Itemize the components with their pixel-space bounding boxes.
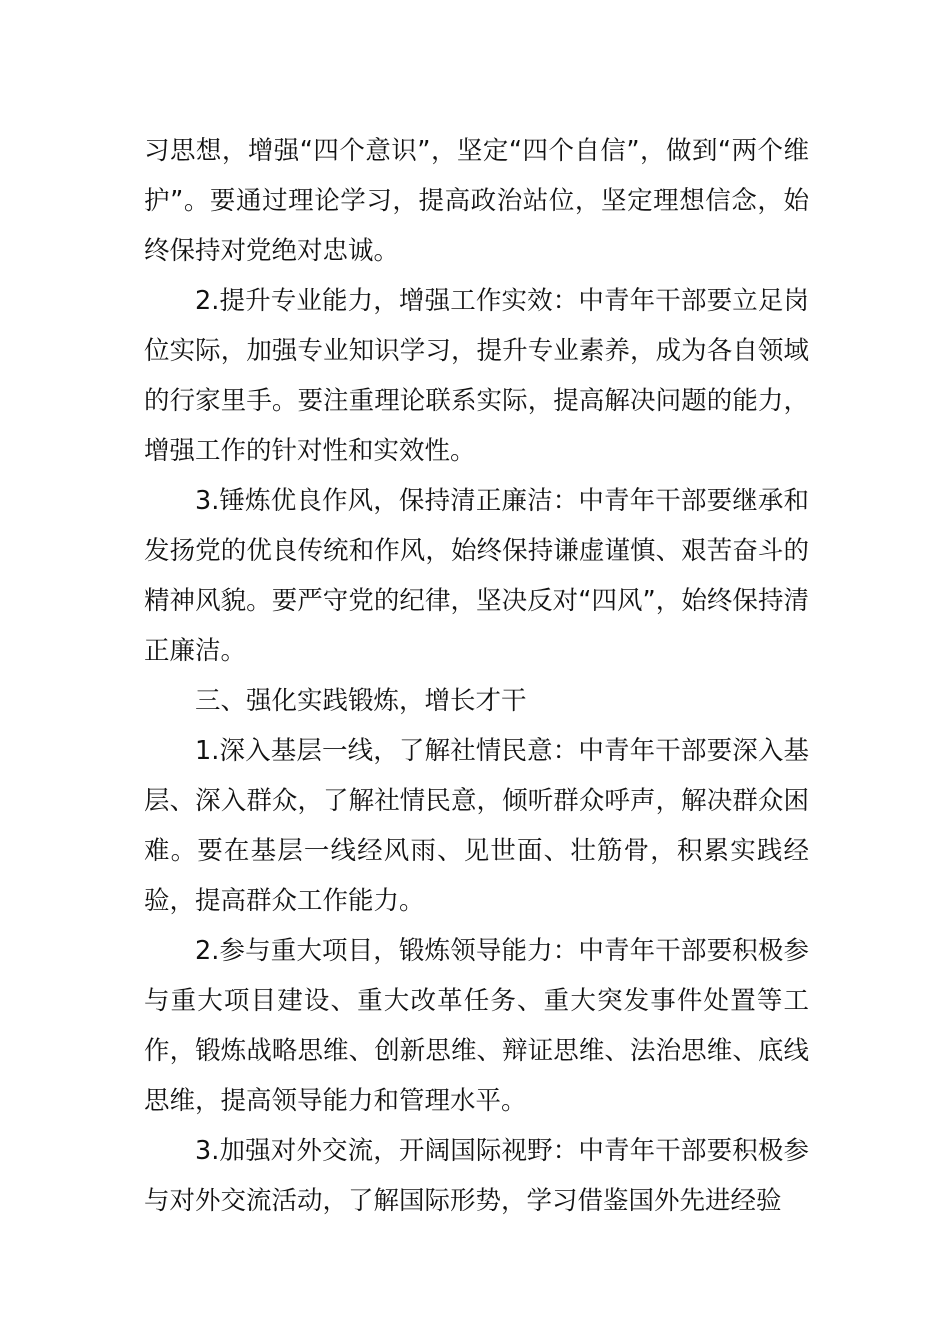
paragraph-temper-work-style: 3.锤炼优良作风，保持清正廉洁：中青年干部要继承和发扬党的优良传统和作风，始终保持谦虚谨慎、艰苦奋斗的精神风貌。要严守党的纪律，坚决反对“四风”，始终保持清正廉洁。 [144, 486, 809, 666]
paragraph-improve-professional-ability: 2.提升专业能力，增强工作实效：中青年干部要立足岗位实际，加强专业知识学习，提升专业素养，成为各自领域的行家里手。要注重理论联系实际，提高解决问题的能力，增强工作的针对性和实效性。 [144, 286, 809, 466]
paragraph-major-projects: 2.参与重大项目，锻炼领导能力：中青年干部要积极参与重大项目建设、重大改革任务、重大突发事件处置等工作，锻炼战略思维、创新思维、辩证思维、法治思维、底线思维，提高领导能力和管理水平。 [144, 936, 809, 1116]
document-body [144, 126, 809, 1226]
section-heading-practice: 三、强化实践锻炼，增长才干 [195, 686, 527, 716]
paragraph-external-exchange: 3.加强对外交流，开阔国际视野：中青年干部要积极参与对外交流活动，了解国际形势，学习借鉴国外先进经验 [144, 1136, 809, 1216]
paragraph-grassroots: 1.深入基层一线，了解社情民意：中青年干部要深入基层、深入群众，了解社情民意，倾听群众呼声，解决群众困难。要在基层一线经风雨、见世面、壮筋骨，积累实践经验，提高群众工作能力。 [144, 736, 809, 916]
paragraph-continued: 习思想，增强“四个意识”，坚定“四个自信”，做到“两个维护”。要通过理论学习，提高政治站位，坚定理想信念，始终保持对党绝对忠诚。 [144, 136, 809, 266]
